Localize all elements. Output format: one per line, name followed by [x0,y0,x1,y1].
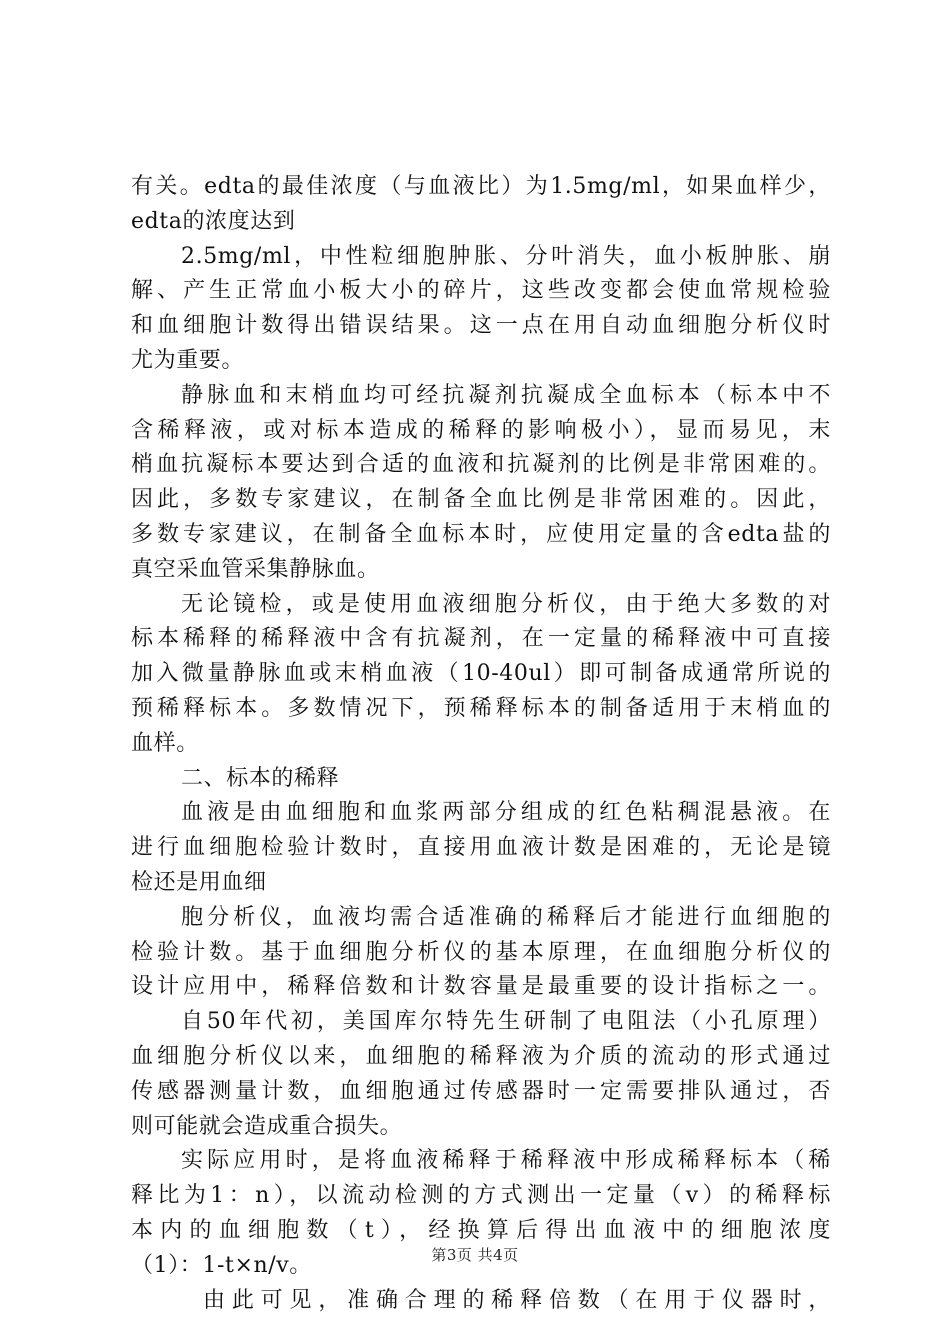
text-line: 实际应用时，是将血液稀释于稀释液中形成稀释标本（稀 [181,1148,831,1174]
text-line: 无论镜检，或是使用血液细胞分析仪，由于绝大多数的对 [181,591,831,617]
text-line: 加入微量静脉血或末梢血液（10-40ul）即可制备成通常所说的 [131,661,831,687]
text-line: 血细胞分析仪以来，血细胞的稀释液为介质的流动的形式通过 [131,1043,831,1069]
text-line: 有关。edta的最佳浓度（与血液比）为1.5mg/ml，如果血样少， [131,174,831,199]
text-line: 胞分析仪，血液均需合适准确的稀释后才能进行血细胞的 [181,904,831,930]
text-line: 传感器测量计数，血细胞通过传感器时一定需要排队通过，否 [131,1078,831,1104]
text-line: 含稀释液，或对标本造成的稀释的影响极小），显而易见，末 [131,417,831,443]
text-line: 本内的血细胞数（t），经换算后得出血液中的细胞浓度 [131,1217,831,1243]
text-line: 进行血细胞检验计数时，直接用血液计数是困难的，无论是镜 [131,835,831,861]
text-line: 检验计数。基于血细胞分析仪的基本原理，在血细胞分析仪的 [131,939,831,965]
text-line: 血液是由血细胞和血浆两部分组成的红色粘稠混悬液。在 [181,800,831,826]
text-line: （1）：1-t×n/v。 [131,1252,312,1278]
text-line: 2.5mg/ml，中性粒细胞肿胀、分叶消失，血小板肿胀、崩 [181,243,831,269]
text-line: 静脉血和末梢血均可经抗凝剂抗凝成全血标本（标本中不 [181,382,831,408]
text-line: 由此可见，准确合理的稀释倍数（在用于仪器时， [203,1287,831,1313]
text-line: 血样。 [131,730,199,756]
text-line: 设计应用中，稀释倍数和计数容量是最重要的设计指标之一。 [131,974,831,1000]
text-line: edta的浓度达到 [131,208,296,234]
text-line: 因此，多数专家建议，在制备全血比例是非常困难的。因此， [131,487,831,513]
document-body [131,170,831,1318]
text-line: 和血细胞计数得出错误结果。这一点在用自动血细胞分析仪时 [131,313,831,339]
text-line: 标本稀释的稀释液中含有抗凝剂，在一定量的稀释液中可直接 [131,626,831,652]
text-line: 尤为重要。 [131,347,245,373]
text-line: 检还是用血细 [131,869,267,895]
text-line: 多数专家建议，在制备全血标本时，应使用定量的含edta盐的 [131,521,831,547]
text-line: 释比为1：n），以流动检测的方式测出一定量（v）的稀释标 [131,1183,831,1209]
text-line: 预稀释标本。多数情况下，预稀释标本的制备适用于末梢血的 [131,695,831,721]
text-line: 解、产生正常血小板大小的碎片，这些改变都会使血常规检验 [131,278,831,304]
text-line: 梢血抗凝标本要达到合适的血液和抗凝剂的比例是非常困难的。 [131,452,831,478]
text-line: 则可能就会造成重合损失。 [131,1113,403,1139]
page-number-footer: 第3页 共4页 [431,1246,519,1264]
section-heading: 二、标本的稀释 [181,765,340,791]
text-line: 自50年代初，美国库尔特先生研制了电阻法（小孔原理） [181,1009,831,1035]
text-line: 真空采血管采集静脉血。 [131,556,380,582]
